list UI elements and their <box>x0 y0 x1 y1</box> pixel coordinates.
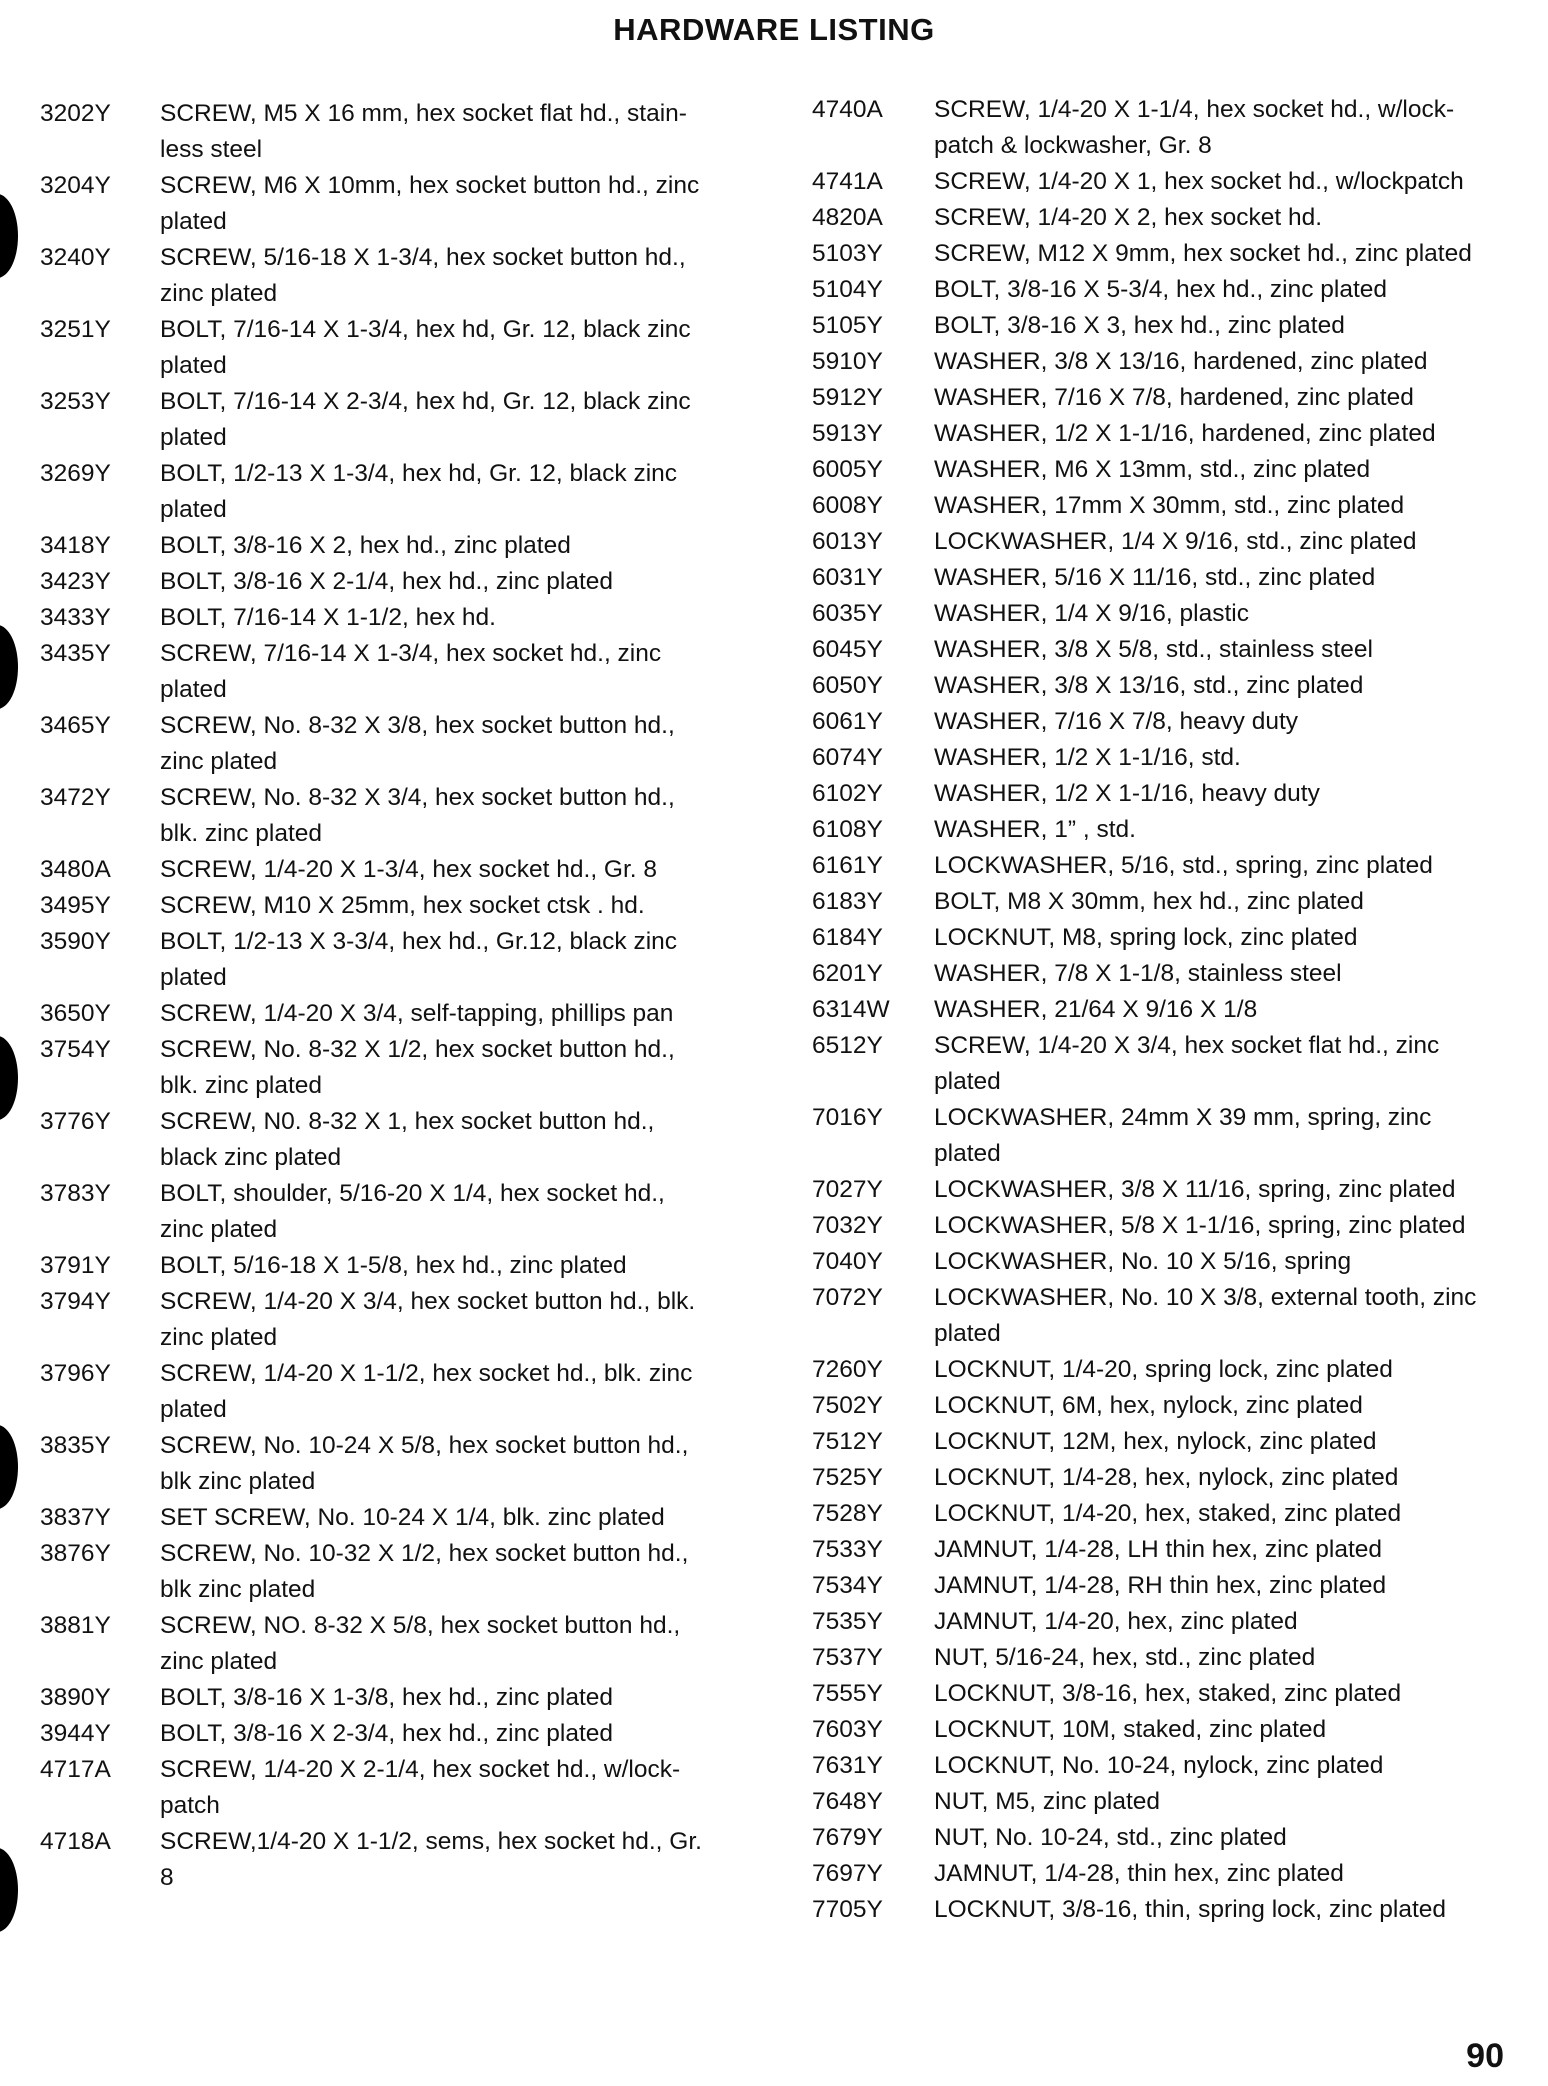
part-number: 6050Y <box>812 672 883 699</box>
part-number: 7537Y <box>812 1644 883 1671</box>
list-item <box>812 1640 1512 1676</box>
page-title: HARDWARE LISTING <box>613 12 935 47</box>
part-number: 3418Y <box>40 532 111 559</box>
part-number: 6201Y <box>812 960 883 987</box>
part-number: 7512Y <box>812 1428 883 1455</box>
part-number: 4741A <box>812 168 883 195</box>
part-description: SCREW, NO. 8-32 X 5/8, hex socket button hd., zinc plated <box>160 1612 681 1675</box>
part-description: BOLT, 1/2-13 X 1-3/4, hex hd, Gr. 12, black zinc plated <box>160 460 678 523</box>
part-number: 5105Y <box>812 312 883 339</box>
list-item <box>40 780 740 852</box>
list-item <box>812 416 1512 452</box>
part-description: WASHER, 1” , std. <box>934 816 1136 843</box>
part-description: SCREW, 1/4-20 X 1, hex socket hd., w/lockpatch <box>934 168 1464 195</box>
part-number: 3204Y <box>40 172 111 199</box>
list-item <box>40 1032 740 1104</box>
part-description: BOLT, 3/8-16 X 1-3/8, hex hd., zinc plated <box>160 1684 614 1711</box>
list-item <box>812 1352 1512 1388</box>
part-description: SCREW, 7/16-14 X 1-3/4, hex socket hd., zinc plated <box>160 640 662 703</box>
list-item <box>812 308 1512 344</box>
part-number: 7502Y <box>812 1392 883 1419</box>
list-item <box>812 1100 1512 1172</box>
part-description: LOCKNUT, 1/4-20, hex, staked, zinc plated <box>934 1500 1402 1527</box>
part-number: 7603Y <box>812 1716 883 1743</box>
part-description: SCREW, N0. 8-32 X 1, hex socket button hd., black zinc plated <box>160 1108 655 1171</box>
part-description: LOCKNUT, 10M, staked, zinc plated <box>934 1716 1327 1743</box>
list-item <box>812 272 1512 308</box>
part-number: 3472Y <box>40 784 111 811</box>
part-description: WASHER, 1/2 X 1-1/16, hardened, zinc plated <box>934 420 1436 447</box>
part-number: 3944Y <box>40 1720 111 1747</box>
part-description: NUT, No. 10-24, std., zinc plated <box>934 1824 1287 1851</box>
part-number: 6161Y <box>812 852 883 879</box>
part-number: 4820A <box>812 204 883 231</box>
list-item <box>812 704 1512 740</box>
list-item <box>812 1388 1512 1424</box>
part-number: 7027Y <box>812 1176 883 1203</box>
part-description: SCREW, 1/4-20 X 1-1/4, hex socket hd., w/lock- patch & lockwasher, Gr. 8 <box>934 96 1455 159</box>
part-number: 3890Y <box>40 1684 111 1711</box>
part-description: WASHER, 3/8 X 13/16, std., zinc plated <box>934 672 1364 699</box>
list-item <box>40 1356 740 1428</box>
part-description: WASHER, 7/16 X 7/8, hardened, zinc plated <box>934 384 1414 411</box>
part-number: 7260Y <box>812 1356 883 1383</box>
part-number: 7528Y <box>812 1500 883 1527</box>
part-description: BOLT, 7/16-14 X 1-1/2, hex hd. <box>160 604 496 631</box>
list-item <box>812 1748 1512 1784</box>
binder-hole <box>0 625 18 709</box>
part-number: 5910Y <box>812 348 883 375</box>
list-item <box>40 1428 740 1500</box>
list-item <box>40 312 740 384</box>
part-description: SCREW, 1/4-20 X 2, hex socket hd. <box>934 204 1323 231</box>
left-column <box>40 96 740 1896</box>
list-item <box>812 596 1512 632</box>
part-number: 7555Y <box>812 1680 883 1707</box>
part-description: BOLT, 3/8-16 X 2, hex hd., zinc plated <box>160 532 571 559</box>
part-number: 3269Y <box>40 460 111 487</box>
part-description: BOLT, 5/16-18 X 1-5/8, hex hd., zinc plated <box>160 1252 627 1279</box>
part-number: 3796Y <box>40 1360 111 1387</box>
list-item <box>40 1176 740 1248</box>
list-item <box>40 1104 740 1176</box>
part-number: 7534Y <box>812 1572 883 1599</box>
right-column <box>812 92 1512 1928</box>
list-item <box>40 564 740 600</box>
list-item <box>40 924 740 996</box>
part-number: 7648Y <box>812 1788 883 1815</box>
part-description: SCREW,1/4-20 X 1-1/2, sems, hex socket hd., Gr. 8 <box>160 1828 702 1891</box>
part-description: SET SCREW, No. 10-24 X 1/4, blk. zinc plated <box>160 1504 665 1531</box>
part-description: SCREW, No. 8-32 X 1/2, hex socket button hd., blk. zinc plated <box>160 1036 675 1099</box>
part-description: SCREW, M5 X 16 mm, hex socket flat hd., stain- less steel <box>160 100 687 163</box>
part-number: 3837Y <box>40 1504 111 1531</box>
list-item <box>40 1536 740 1608</box>
part-number: 3435Y <box>40 640 111 667</box>
part-description: LOCKWASHER, 5/16, std., spring, zinc plated <box>934 852 1433 879</box>
part-number: 3835Y <box>40 1432 111 1459</box>
binder-hole <box>0 1425 18 1509</box>
part-number: 6314W <box>812 996 890 1023</box>
list-item <box>40 1824 740 1896</box>
part-description: LOCKNUT, 3/8-16, thin, spring lock, zinc plated <box>934 1896 1447 1923</box>
part-description: SCREW, No. 10-32 X 1/2, hex socket button hd., blk zinc plated <box>160 1540 689 1603</box>
list-item <box>40 600 740 636</box>
part-number: 6512Y <box>812 1032 883 1059</box>
list-item <box>812 344 1512 380</box>
list-item <box>40 636 740 708</box>
list-item <box>812 1712 1512 1748</box>
list-item <box>812 1676 1512 1712</box>
part-number: 5103Y <box>812 240 883 267</box>
part-number: 6184Y <box>812 924 883 951</box>
list-item <box>40 1608 740 1680</box>
part-description: BOLT, shoulder, 5/16-20 X 1/4, hex socket hd., zinc plated <box>160 1180 665 1243</box>
part-number: 3876Y <box>40 1540 111 1567</box>
list-item <box>812 1028 1512 1100</box>
part-description: BOLT, 3/8-16 X 2-3/4, hex hd., zinc plated <box>160 1720 614 1747</box>
list-item <box>40 1716 740 1752</box>
part-number: 6031Y <box>812 564 883 591</box>
list-item <box>812 1532 1512 1568</box>
part-description: SCREW, 1/4-20 X 3/4, hex socket flat hd., zinc plated <box>934 1032 1440 1095</box>
part-description: BOLT, 3/8-16 X 5-3/4, hex hd., zinc plated <box>934 276 1388 303</box>
list-item <box>40 996 740 1032</box>
part-description: LOCKWASHER, No. 10 X 5/16, spring <box>934 1248 1352 1275</box>
part-number: 5104Y <box>812 276 883 303</box>
part-description: SCREW, 1/4-20 X 1-1/2, hex socket hd., blk. zinc plated <box>160 1360 693 1423</box>
part-description: WASHER, 7/8 X 1-1/8, stainless steel <box>934 960 1342 987</box>
list-item <box>812 1208 1512 1244</box>
part-number: 7032Y <box>812 1212 883 1239</box>
list-item <box>812 380 1512 416</box>
binder-hole <box>0 1848 18 1932</box>
list-item <box>812 560 1512 596</box>
part-description: LOCKWASHER, 24mm X 39 mm, spring, zinc plated <box>934 1104 1432 1167</box>
part-description: BOLT, M8 X 30mm, hex hd., zinc plated <box>934 888 1364 915</box>
part-number: 3480A <box>40 856 111 883</box>
part-number: 3465Y <box>40 712 111 739</box>
list-item <box>40 1248 740 1284</box>
binder-hole <box>0 1036 18 1120</box>
list-item <box>812 776 1512 812</box>
list-item <box>40 888 740 924</box>
part-description: SCREW, No. 8-32 X 3/8, hex socket button hd., zinc plated <box>160 712 675 775</box>
list-item <box>812 1820 1512 1856</box>
page-number: 90 <box>1466 2037 1504 2075</box>
part-number: 6108Y <box>812 816 883 843</box>
part-description: LOCKNUT, M8, spring lock, zinc plated <box>934 924 1358 951</box>
part-description: WASHER, M6 X 13mm, std., zinc plated <box>934 456 1371 483</box>
list-item <box>40 456 740 528</box>
part-number: 3776Y <box>40 1108 111 1135</box>
list-item <box>812 1892 1512 1928</box>
part-description: LOCKWASHER, No. 10 X 3/8, external tooth, zinc plated <box>934 1284 1477 1347</box>
part-description: BOLT, 7/16-14 X 1-3/4, hex hd, Gr. 12, black zinc plated <box>160 316 691 379</box>
list-item <box>812 956 1512 992</box>
part-description: JAMNUT, 1/4-20, hex, zinc plated <box>934 1608 1298 1635</box>
list-item <box>40 96 740 168</box>
part-description: JAMNUT, 1/4-28, LH thin hex, zinc plated <box>934 1536 1383 1563</box>
part-number: 7533Y <box>812 1536 883 1563</box>
part-description: BOLT, 3/8-16 X 2-1/4, hex hd., zinc plated <box>160 568 614 595</box>
part-description: BOLT, 1/2-13 X 3-3/4, hex hd., Gr.12, black zinc plated <box>160 928 678 991</box>
list-item <box>812 1424 1512 1460</box>
part-description: WASHER, 1/2 X 1-1/16, heavy duty <box>934 780 1320 807</box>
list-item <box>812 524 1512 560</box>
list-item <box>40 1500 740 1536</box>
list-item <box>40 1284 740 1356</box>
part-description: WASHER, 5/16 X 11/16, std., zinc plated <box>934 564 1376 591</box>
list-item <box>812 1460 1512 1496</box>
part-number: 3791Y <box>40 1252 111 1279</box>
part-number: 3794Y <box>40 1288 111 1315</box>
part-description: SCREW, M12 X 9mm, hex socket hd., zinc plated <box>934 240 1472 267</box>
part-description: LOCKNUT, 1/4-28, hex, nylock, zinc plated <box>934 1464 1399 1491</box>
part-number: 7040Y <box>812 1248 883 1275</box>
list-item <box>40 384 740 456</box>
part-description: SCREW, 1/4-20 X 3/4, hex socket button hd., blk. zinc plated <box>160 1288 696 1351</box>
part-description: WASHER, 21/64 X 9/16 X 1/8 <box>934 996 1258 1023</box>
part-description: JAMNUT, 1/4-28, thin hex, zinc plated <box>934 1860 1344 1887</box>
part-description: WASHER, 3/8 X 13/16, hardened, zinc plated <box>934 348 1428 375</box>
part-description: LOCKWASHER, 3/8 X 11/16, spring, zinc plated <box>934 1176 1456 1203</box>
part-description: SCREW, No. 8-32 X 3/4, hex socket button hd., blk. zinc plated <box>160 784 675 847</box>
list-item <box>812 1496 1512 1532</box>
list-item <box>812 848 1512 884</box>
part-description: BOLT, 3/8-16 X 3, hex hd., zinc plated <box>934 312 1345 339</box>
part-number: 7016Y <box>812 1104 883 1131</box>
part-number: 6008Y <box>812 492 883 519</box>
list-item <box>812 668 1512 704</box>
part-number: 6061Y <box>812 708 883 735</box>
list-item <box>812 1856 1512 1892</box>
part-number: 3650Y <box>40 1000 111 1027</box>
part-number: 3240Y <box>40 244 111 271</box>
part-number: 7705Y <box>812 1896 883 1923</box>
part-description: LOCKNUT, 6M, hex, nylock, zinc plated <box>934 1392 1363 1419</box>
part-description: WASHER, 17mm X 30mm, std., zinc plated <box>934 492 1405 519</box>
part-number: 4740A <box>812 96 883 123</box>
list-item <box>40 168 740 240</box>
list-item <box>812 1244 1512 1280</box>
part-description: SCREW, 5/16-18 X 1-3/4, hex socket button hd., zinc plated <box>160 244 686 307</box>
list-item <box>812 164 1512 200</box>
list-item <box>812 1784 1512 1820</box>
part-number: 7631Y <box>812 1752 883 1779</box>
list-item <box>812 992 1512 1028</box>
part-description: LOCKNUT, 3/8-16, hex, staked, zinc plated <box>934 1680 1402 1707</box>
part-number: 6183Y <box>812 888 883 915</box>
part-number: 3590Y <box>40 928 111 955</box>
list-item <box>812 1172 1512 1208</box>
part-number: 3202Y <box>40 100 111 127</box>
part-description: LOCKNUT, 12M, hex, nylock, zinc plated <box>934 1428 1377 1455</box>
list-item <box>812 884 1512 920</box>
list-item <box>40 240 740 312</box>
part-description: SCREW, No. 10-24 X 5/8, hex socket button hd., blk zinc plated <box>160 1432 689 1495</box>
list-item <box>812 92 1512 164</box>
part-number: 7072Y <box>812 1284 883 1311</box>
part-description: WASHER, 7/16 X 7/8, heavy duty <box>934 708 1299 735</box>
list-item <box>812 1604 1512 1640</box>
list-item <box>812 452 1512 488</box>
part-description: LOCKNUT, No. 10-24, nylock, zinc plated <box>934 1752 1384 1779</box>
part-description: LOCKWASHER, 1/4 X 9/16, std., zinc plated <box>934 528 1417 555</box>
part-number: 6005Y <box>812 456 883 483</box>
part-description: SCREW, 1/4-20 X 3/4, self-tapping, phillips pan <box>160 1000 674 1027</box>
list-item <box>40 528 740 564</box>
part-number: 7697Y <box>812 1860 883 1887</box>
part-number: 6102Y <box>812 780 883 807</box>
part-description: SCREW, 1/4-20 X 2-1/4, hex socket hd., w/lock- patch <box>160 1756 681 1819</box>
binder-hole <box>0 194 18 278</box>
list-item <box>812 1280 1512 1352</box>
part-number: 3251Y <box>40 316 111 343</box>
part-description: JAMNUT, 1/4-28, RH thin hex, zinc plated <box>934 1572 1387 1599</box>
part-description: LOCKNUT, 1/4-20, spring lock, zinc plated <box>934 1356 1393 1383</box>
part-number: 3754Y <box>40 1036 111 1063</box>
part-number: 6035Y <box>812 600 883 627</box>
part-description: WASHER, 3/8 X 5/8, std., stainless steel <box>934 636 1373 663</box>
part-number: 6074Y <box>812 744 883 771</box>
part-description: BOLT, 7/16-14 X 2-3/4, hex hd, Gr. 12, black zinc plated <box>160 388 691 451</box>
part-number: 5912Y <box>812 384 883 411</box>
part-number: 6045Y <box>812 636 883 663</box>
list-item <box>812 812 1512 848</box>
part-number: 7535Y <box>812 1608 883 1635</box>
part-number: 4718A <box>40 1828 111 1855</box>
part-description: WASHER, 1/2 X 1-1/16, std. <box>934 744 1241 771</box>
part-number: 7679Y <box>812 1824 883 1851</box>
part-number: 4717A <box>40 1756 111 1783</box>
part-number: 3423Y <box>40 568 111 595</box>
part-description: SCREW, M6 X 10mm, hex socket button hd., zinc plated <box>160 172 700 235</box>
list-item <box>812 920 1512 956</box>
part-number: 3433Y <box>40 604 111 631</box>
list-item <box>40 708 740 780</box>
part-number: 6013Y <box>812 528 883 555</box>
part-number: 3881Y <box>40 1612 111 1639</box>
list-item <box>40 1752 740 1824</box>
part-number: 3783Y <box>40 1180 111 1207</box>
part-number: 7525Y <box>812 1464 883 1491</box>
list-item <box>812 1568 1512 1604</box>
list-item <box>812 632 1512 668</box>
part-description: SCREW, 1/4-20 X 1-3/4, hex socket hd., Gr. 8 <box>160 856 658 883</box>
part-description: WASHER, 1/4 X 9/16, plastic <box>934 600 1249 627</box>
part-number: 3495Y <box>40 892 111 919</box>
part-description: SCREW, M10 X 25mm, hex socket ctsk . hd. <box>160 892 645 919</box>
list-item <box>812 200 1512 236</box>
part-description: NUT, 5/16-24, hex, std., zinc plated <box>934 1644 1316 1671</box>
list-item <box>812 488 1512 524</box>
part-number: 5913Y <box>812 420 883 447</box>
list-item <box>812 740 1512 776</box>
list-item <box>812 236 1512 272</box>
part-description: NUT, M5, zinc plated <box>934 1788 1161 1815</box>
part-description: LOCKWASHER, 5/8 X 1-1/16, spring, zinc plated <box>934 1212 1466 1239</box>
list-item <box>40 852 740 888</box>
part-number: 3253Y <box>40 388 111 415</box>
list-item <box>40 1680 740 1716</box>
